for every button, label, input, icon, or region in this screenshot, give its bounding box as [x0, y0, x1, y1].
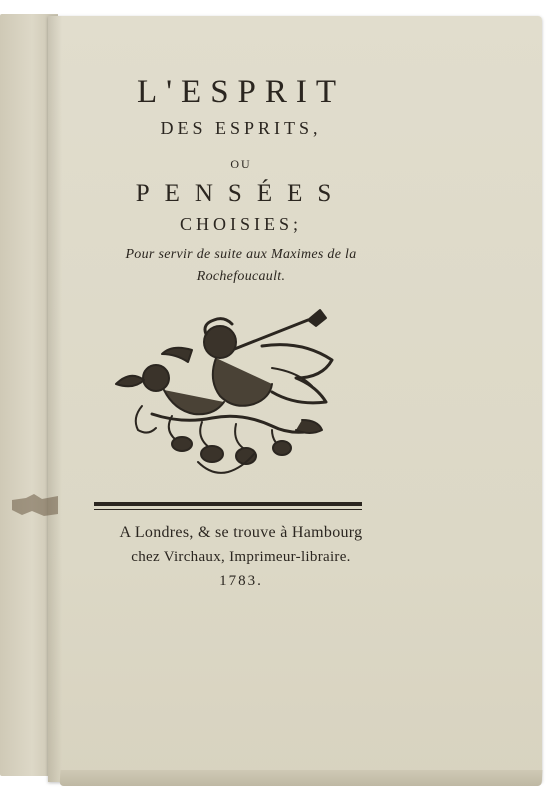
title-line-1: L'ESPRIT: [136, 74, 346, 110]
title-line-2: DES ESPRITS,: [160, 118, 322, 138]
imprint-year: 1783.: [219, 573, 263, 589]
divider-rule-thick: [94, 502, 362, 506]
title-line-3: PENSÉES: [135, 180, 347, 207]
title-line-4: CHOISIES;: [179, 214, 302, 234]
torn-edge: [12, 494, 58, 516]
imprint-printer: chez Virchaux, Imprimeur-libraire.: [131, 549, 351, 565]
subtitle-line-1: Pour servir de suite aux Maximes de la: [125, 247, 357, 262]
divider-rule-thin: [94, 509, 362, 510]
cherub-ornament-icon: [112, 298, 342, 482]
subtitle-line-2: Rochefoucault.: [196, 269, 286, 284]
page-bottom-edge: [60, 770, 543, 786]
title-conjunction: OU: [230, 157, 252, 171]
imprint-place: A Londres, & se trouve à Hambourg: [119, 524, 363, 541]
